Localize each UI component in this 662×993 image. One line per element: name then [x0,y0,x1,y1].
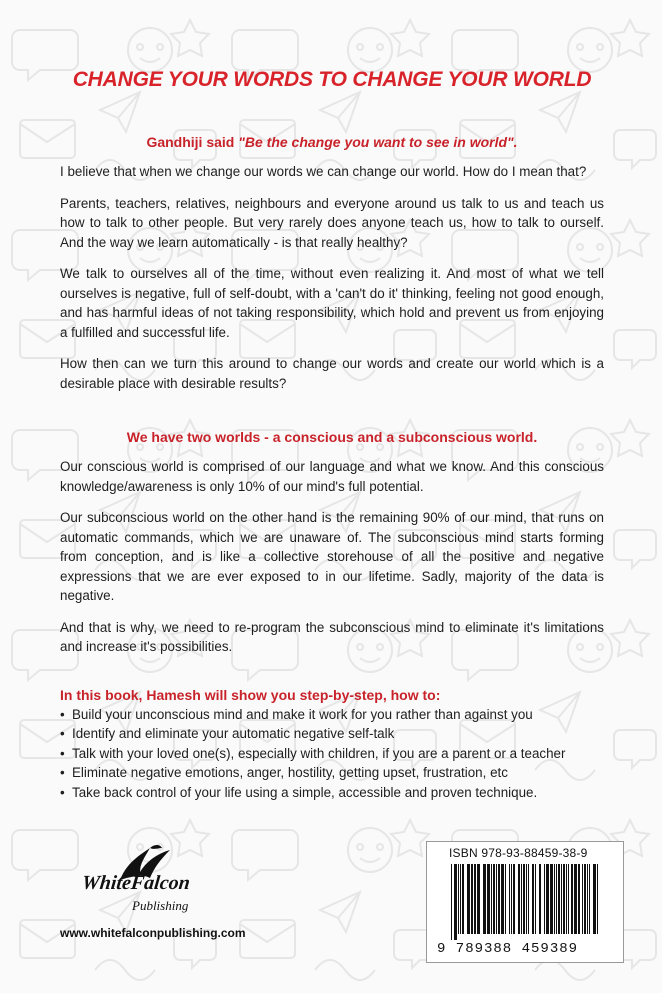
barcode-bar [509,864,510,934]
quote-text: "Be the change you want to see in world". [238,134,518,150]
worlds-paragraph: And that is why, we need to re-program the subconscious mind to eliminate it's limitations and increase it's possibilities. [60,619,604,654]
barcode-bar [483,864,486,934]
barcode-bar [511,864,512,934]
gandhi-quote [60,134,604,150]
barcode-bar [544,864,545,934]
barcode-bar [578,864,580,934]
worlds-paragraph: Our subconscious world on the other hand is the remaining 90% of our mind, that runs on automatic commands, which we are unaware of. The subconscious mind starts forming from conception, and is like a collective storehouse of all the positive and negative expressions that we are ever exposed to in our lifetime. Sadly, majority of the data is negative. [60,510,604,603]
barcode-bar [561,864,562,934]
barcode-bar [539,864,541,934]
barcode-bar [556,864,557,934]
barcode-bar [518,864,520,934]
barcode-bar [451,864,452,940]
barcode-bar [584,864,586,934]
list-item: • Identify and eliminate your automatic negative self-talk [60,724,604,744]
isbn-barcode [426,841,624,963]
intro-paragraph: How then can we turn this around to change our words and create our world which is a desirable place with desirable results? [60,356,604,391]
isbn-digits: 9 789388 459389 [437,941,579,957]
list-item: • Take back control of your life using a simple, accessible and proven technique. [60,783,604,803]
barcode-bar [593,864,596,934]
list-item: • Build your unconscious mind and make it work for you rather than against you [60,705,604,725]
barcode-bar [501,864,504,934]
book-points-list [60,705,604,803]
barcode-bar [474,864,476,934]
page-title: CHANGE YOUR WORDS TO CHANGE YOUR WORLD [72,68,592,91]
barcode-bar [532,864,534,934]
barcode-bar [574,864,577,934]
barcode-bar [505,864,506,934]
barcode-bar [526,864,527,934]
barcode-bar [458,864,459,934]
barcode-bar [493,864,495,934]
barcode-bar [467,864,470,934]
quote-prefix: Gandhiji said [146,134,239,150]
barcode-bar [528,864,529,934]
barcode-bar [454,864,457,940]
barcode-bar [471,864,473,934]
back-cover-content [60,68,604,802]
barcode-bar [589,864,590,934]
barcode-bar [587,864,588,934]
intro-paragraph: We talk to ourselves all of the time, without even realizing it. And most of what we tell ourselves is negative, full of self-doubt, with a 'can't do it' thinking, feeling not good enough, and has harmful ideas of not taking responsibility, which hold and prevent us from enjoying a fulfilled and successful life. [60,266,604,340]
barcode-bar [558,864,560,934]
barcode-bar [513,864,515,934]
isbn-label: ISBN 978-93-88459-38-9 [449,846,588,860]
barcode-bar [496,864,497,934]
barcode-bar [571,864,573,934]
barcode-bar [582,864,583,934]
worlds-heading: We have two worlds - a conscious and a subconscious world. [126,429,538,445]
barcode-bar [568,864,569,934]
publisher-url: www.whitefalconpublishing.com [60,926,246,940]
barcode-bar [550,864,553,934]
barcode-bar [523,864,525,934]
intro-paragraph: I believe that when we change our words we can change our world. How do I mean that? [60,164,587,179]
barcode-bar [491,864,492,934]
book-heading: In this book, Hamesh will show you step-by-step, how to: [60,686,441,703]
worlds-paragraph: Our conscious world is comprised of our language and what we know. And this conscious knowledge/awareness is only 10% of our mind's full potential. [60,459,604,494]
barcode-bar [563,864,565,934]
barcode-bar [566,864,567,934]
intro-paragraph: Parents, teachers, relatives, neighbours and everyone around us talk to us and teach us how to talk to other people. But very rarely does anyone teach us, how to talk to ourself. And the way we learn automatically - is that really healthy? [60,195,604,250]
barcode-bar [462,864,464,934]
publisher-sub: Publishing [132,898,189,913]
barcode-bar [477,864,480,934]
barcode-bar [535,864,536,934]
barcode-bar [460,864,461,934]
publisher-name: WhiteFalcon [80,872,192,894]
barcode-bar [597,864,598,934]
barcode-bar [498,864,500,934]
barcode-bar [521,864,522,934]
list-item: • Eliminate negative emotions, anger, hostility, getting upset, frustration, etc [60,763,604,783]
barcode-bar [554,864,555,934]
barcode-bar [487,864,490,934]
barcode-bars [449,864,604,940]
list-item: • Talk with your loved one(s), especially with children, if you are a parent or a teacher [60,744,604,764]
publisher-logo [70,842,220,920]
barcode-bar [546,864,549,934]
